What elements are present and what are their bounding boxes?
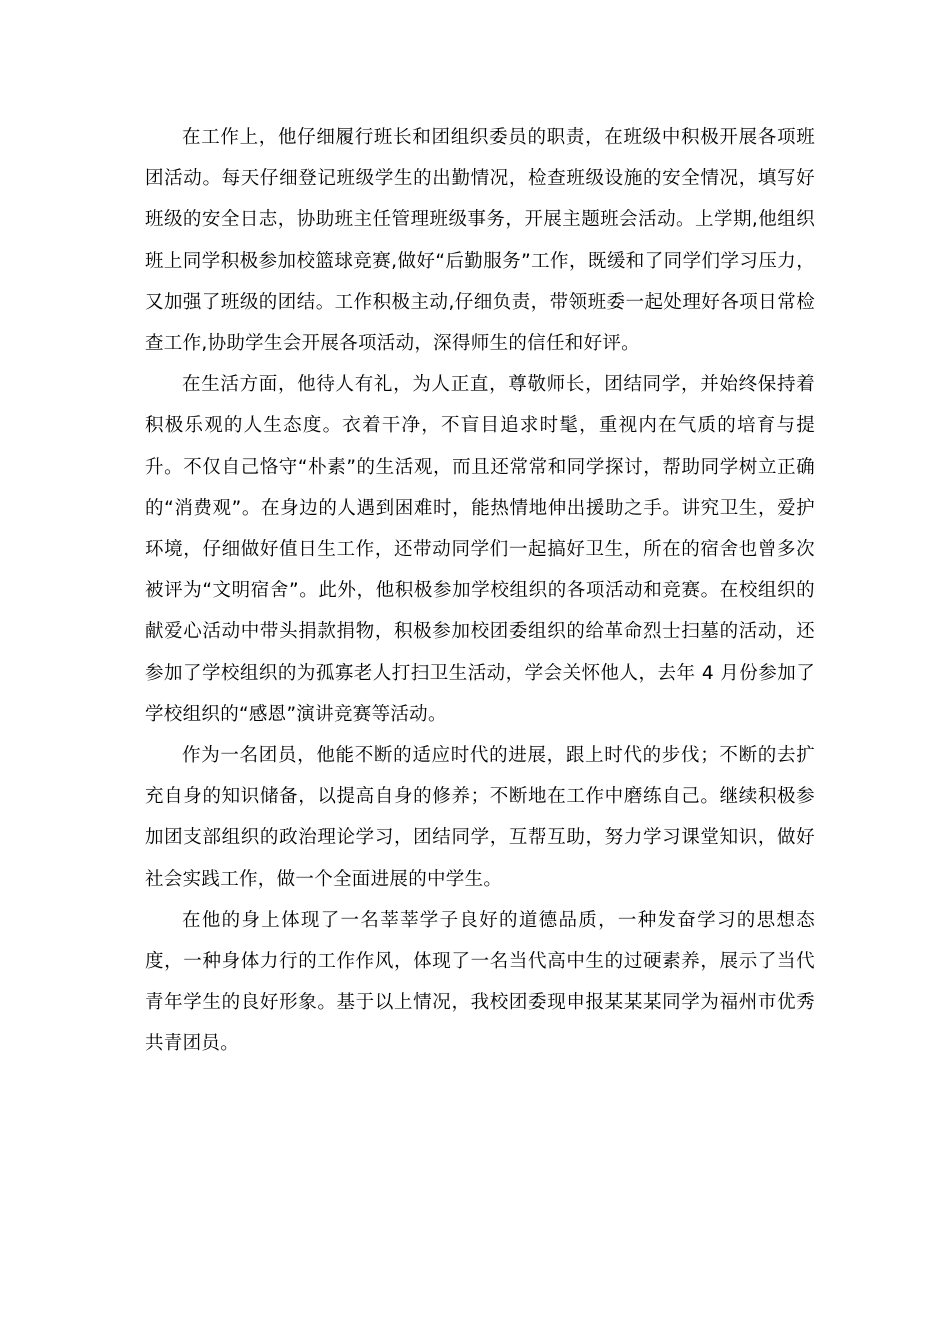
paragraph-work: 在工作上，他仔细履行班长和团组织委员的职责，在班级中积极开展各项班团活动。每天仔细登记班级学生的出勤情况，检查班级设施的安全情况，填写好班级的安全日志，协助班主任管理班级事务，开展主题班会活动。上学期,他组织班上同学积极参加校篮球竞赛,做好“后勤服务”工作，既缓和了同学们学习压力，又加强了班级的团结。工作积极主动,仔细负责，带领班委一起处理好各项日常检查工作,协助学生会开展各项活动，深得师生的信任和好评。 (145, 127, 815, 355)
document-body (145, 117, 815, 1065)
paragraph-conclusion: 在他的身上体现了一名莘莘学子良好的道德品质，一种发奋学习的思想态度，一种身体力行的工作作风，体现了一名当代高中生的过硬素养，展示了当代青年学生的良好形象。基于以上情况，我校团委现申报某某某同学为福州市优秀共青团员。 (145, 909, 815, 1055)
paragraph-league-member: 作为一名团员，他能不断的适应时代的进展，跟上时代的步伐；不断的去扩充自身的知识储备，以提高自身的修养；不断地在工作中磨练自己。继续积极参加团支部组织的政治理论学习，团结同学，互帮互助，努力学习课堂知识，做好社会实践工作，做一个全面进展的中学生。 (145, 745, 815, 890)
paragraph-life: 在生活方面，他待人有礼，为人正直，尊敬师长，团结同学，并始终保持着积极乐观的人生态度。衣着干净，不盲目追求时髦，重视内在气质的培育与提升。不仅自己恪守“朴素”的生活观，而且还常常和同学探讨，帮助同学树立正确的“消费观”。在身边的人遇到困难时，能热情地伸出援助之手。讲究卫生，爱护环境，仔细做好值日生工作，还带动同学们一起搞好卫生，所在的宿舍也曾多次被评为“文明宿舍”。此外，他积极参加学校组织的各项活动和竞赛。在校组织的献爱心活动中带头捐款捐物，积极参加校团委组织的给革命烈士扫墓的活动，还参加了学校组织的为孤寡老人打扫卫生活动，学会关怀他人，去年 4 月份参加了学校组织的“感恩”演讲竞赛等活动。 (145, 374, 815, 725)
